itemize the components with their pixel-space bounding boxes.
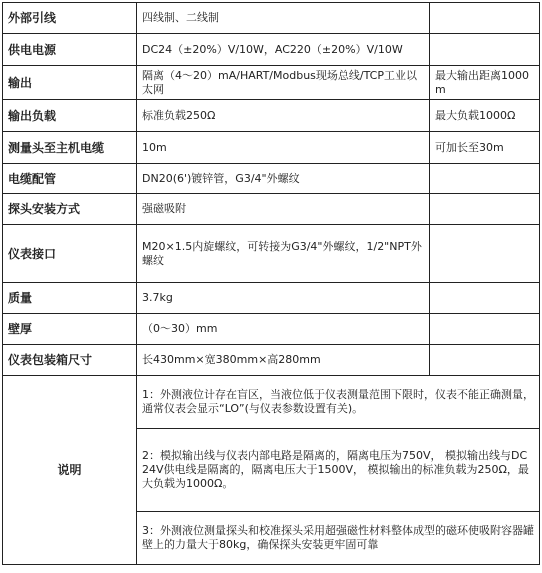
row-label: 供电电源 [3,34,137,66]
row-value: M20×1.5内旋螺纹，可转接为G3/4"外螺纹，1/2"NPT外螺纹 [137,225,430,283]
row-extra: 最大负载1000Ω [430,100,540,132]
table-row [3,376,540,429]
row-value: 标准负载250Ω [137,100,430,132]
row-label: 壁厚 [3,314,137,345]
row-value: 3.7kg [137,283,430,314]
row-label: 测量头至主机电缆 [3,132,137,164]
row-label: 仪表接口 [3,225,137,283]
row-extra [430,3,540,34]
row-value: 10m [137,132,430,164]
row-label: 质量 [3,283,137,314]
table-row [3,225,540,283]
table-row [3,100,540,132]
row-value: 强磁吸附 [137,194,430,225]
row-extra [430,225,540,283]
row-extra [430,283,540,314]
row-extra [430,164,540,194]
table-row [3,132,540,164]
table-row [3,3,540,34]
row-label: 输出负载 [3,100,137,132]
note-item: 2：模拟输出线与仪表内部电路是隔离的，隔离电压为750V， 模拟输出线与DC24V供电线是隔离的，隔离电压大于1500V， 模拟输出的标准负载为250Ω，最大负载为1000Ω。 [137,429,540,512]
row-label: 仪表包装箱尺寸 [3,345,137,376]
row-label: 探头安装方式 [3,194,137,225]
row-value: （0～30）mm [137,314,430,345]
table-row [3,66,540,100]
row-value: 四线制、二线制 [137,3,430,34]
row-label: 外部引线 [3,3,137,34]
table-row [3,345,540,376]
note-item: 3：外测液位测量探头和校准探头采用超强磁性材料整体成型的磁环使吸附容器罐壁上的力量大于80kg，确保探头安装更牢固可靠 [137,512,540,565]
row-label: 电缆配管 [3,164,137,194]
table-row [3,194,540,225]
row-value: 隔离（4～20）mA/HART/Modbus现场总线/TCP工业以太网 [137,66,430,100]
row-value: DN20(6')镀锌管，G3/4"外螺纹 [137,164,430,194]
row-extra [430,314,540,345]
row-extra: 最大输出距离1000m [430,66,540,100]
row-value: DC24（±20%）V/10W，AC220（±20%）V/10W [137,34,430,66]
notes-label: 说明 [3,376,137,565]
table-row [3,164,540,194]
table-row [3,314,540,345]
row-extra [430,34,540,66]
row-extra: 可加长至30m [430,132,540,164]
row-extra [430,194,540,225]
row-value: 长430mm×宽380mm×高280mm [137,345,430,376]
row-extra [430,345,540,376]
row-label: 输出 [3,66,137,100]
spec-table [2,2,540,565]
table-row [3,34,540,66]
note-item: 1：外测液位计存在盲区，当液位低于仪表测量范围下限时，仪表不能正确测量，通常仪表会显示“LO”(与仪表参数设置有关)。 [137,376,540,429]
table-row [3,283,540,314]
